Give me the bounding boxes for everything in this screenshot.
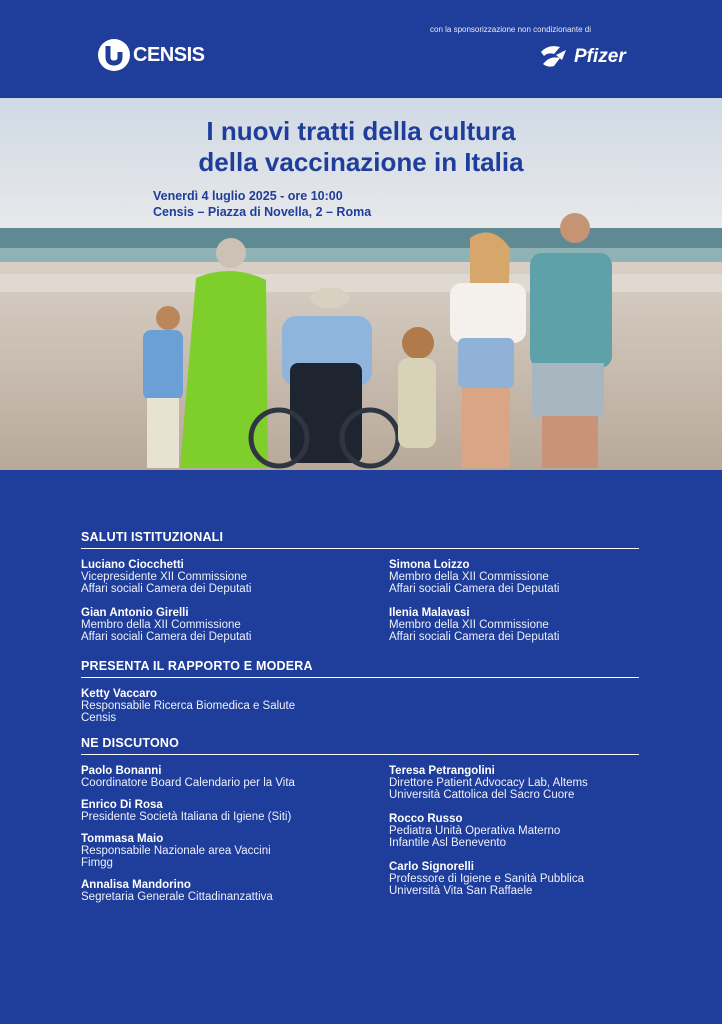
speaker-name: Rocco Russo	[389, 813, 463, 825]
speaker	[81, 833, 389, 869]
speaker-role: Segretaria Generale Cittadinanzattiva	[81, 891, 273, 903]
speaker-role: Responsabile Nazionale area Vaccini	[81, 845, 271, 857]
header	[0, 0, 722, 98]
speaker-role: Coordinatore Board Calendario per la Vita	[81, 777, 295, 789]
title-line-2: della vaccinazione in Italia	[198, 147, 524, 177]
program	[81, 530, 639, 919]
section-saluti	[81, 530, 639, 655]
speaker-name: Tommasa Maio	[81, 833, 164, 845]
speaker-role: Fimgg	[81, 857, 113, 869]
speaker-name: Paolo Bonanni	[81, 765, 162, 777]
section-title: NE DISCUTONO	[81, 736, 639, 755]
speaker-role: Vicepresidente XII Commissione	[81, 571, 247, 583]
censis-logo-text: CENSIS	[133, 43, 205, 66]
sponsor-note: con la sponsorizzazione non condizionante di	[430, 25, 591, 34]
speaker	[81, 799, 389, 823]
speaker	[81, 688, 639, 724]
speaker-role: Membro della XII Commissione	[389, 571, 549, 583]
pfizer-logo-icon	[538, 42, 572, 72]
speaker-name: Ketty Vaccaro	[81, 688, 158, 700]
speaker-role: Infantile Asl Benevento	[389, 837, 506, 849]
speaker-name: Simona Loizzo	[389, 559, 470, 571]
pfizer-logo-text: Pfizer	[574, 46, 626, 67]
speaker-role: Università Cattolica del Sacro Cuore	[389, 789, 575, 801]
speaker-role: Pediatra Unità Operativa Materno	[389, 825, 561, 837]
speaker-role: Affari sociali Camera dei Deputati	[81, 631, 252, 643]
section-presenta	[81, 659, 639, 724]
section-discutono	[81, 736, 639, 915]
event-date: Venerdì 4 luglio 2025 - ore 10:00	[153, 189, 343, 203]
speaker-role: Membro della XII Commissione	[81, 619, 241, 631]
speaker-name: Luciano Ciocchetti	[81, 559, 184, 571]
speaker	[389, 765, 639, 801]
speaker	[81, 607, 389, 643]
speaker	[81, 879, 389, 903]
speaker-name: Carlo Signorelli	[389, 861, 474, 873]
speaker-role: Membro della XII Commissione	[389, 619, 549, 631]
speaker-role: Affari sociali Camera dei Deputati	[81, 583, 252, 595]
speaker-role: Affari sociali Camera dei Deputati	[389, 631, 560, 643]
section-title: SALUTI ISTITUZIONALI	[81, 530, 639, 549]
speaker-role: Censis	[81, 712, 117, 724]
speaker-role: Responsabile Ricerca Biomedica e Salute	[81, 700, 296, 712]
speaker-role: Direttore Patient Advocacy Lab, Altems	[389, 777, 588, 789]
speaker-role: Università Vita San Raffaele	[389, 885, 533, 897]
event-info	[153, 188, 371, 220]
speaker-name: Enrico Di Rosa	[81, 799, 163, 811]
speaker	[389, 861, 639, 897]
speaker-name: Gian Antonio Girelli	[81, 607, 189, 619]
censis-logo	[97, 38, 204, 72]
section-title: PRESENTA IL RAPPORTO E MODERA	[81, 659, 639, 678]
event-place: Censis – Piazza di Novella, 2 – Roma	[153, 205, 372, 219]
pfizer-logo	[538, 42, 626, 72]
speaker	[81, 765, 389, 789]
speaker	[389, 559, 639, 595]
speaker	[389, 813, 639, 849]
event-title	[0, 116, 722, 178]
speaker-role: Presidente Società Italiana di Igiene (Siti)	[81, 811, 292, 823]
censis-logo-icon	[97, 38, 131, 72]
speaker	[81, 559, 389, 595]
title-line-1: I nuovi tratti della cultura	[206, 116, 516, 146]
speaker-name: Ilenia Malavasi	[389, 607, 470, 619]
speaker-name: Annalisa Mandorino	[81, 879, 191, 891]
speaker-role: Professore di Igiene e Sanità Pubblica	[389, 873, 584, 885]
speaker	[389, 607, 639, 643]
speaker-role: Affari sociali Camera dei Deputati	[389, 583, 560, 595]
speaker-name: Teresa Petrangolini	[389, 765, 495, 777]
